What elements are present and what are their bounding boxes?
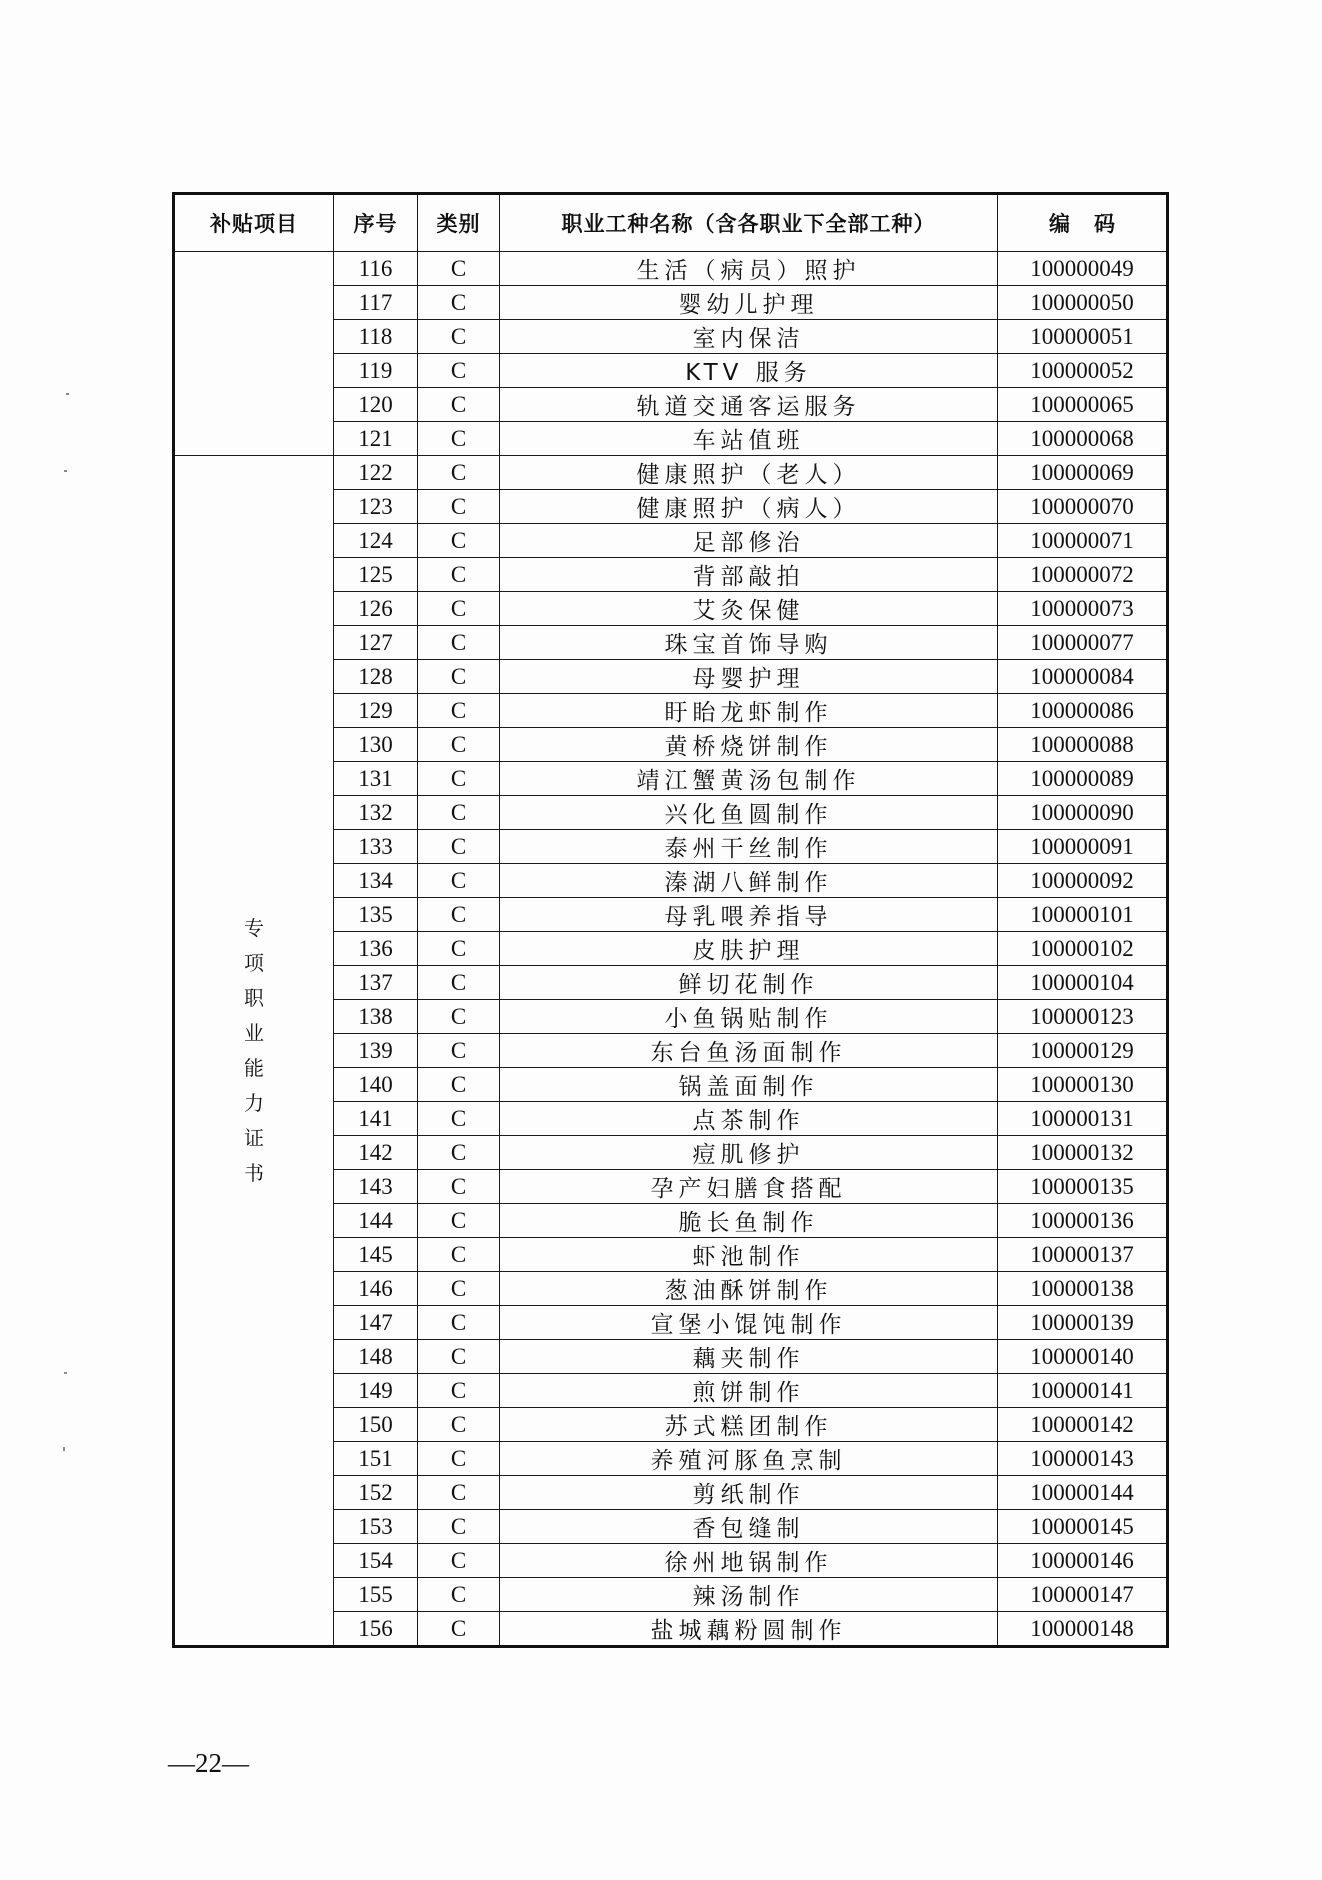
seq-cell: 148	[334, 1340, 418, 1374]
occupation-name-cell: 溱湖八鲜制作	[500, 864, 998, 898]
occupation-name-cell: 背部敲拍	[500, 558, 998, 592]
code-cell: 100000091	[998, 830, 1168, 864]
seq-cell: 119	[334, 354, 418, 388]
occupation-name-cell: 苏式糕团制作	[500, 1408, 998, 1442]
category-cell: C	[418, 1374, 500, 1408]
seq-cell: 155	[334, 1578, 418, 1612]
category-cell: C	[418, 388, 500, 422]
code-cell: 100000102	[998, 932, 1168, 966]
seq-cell: 146	[334, 1272, 418, 1306]
category-cell: C	[418, 1102, 500, 1136]
table-body	[174, 252, 1168, 1647]
seq-cell: 143	[334, 1170, 418, 1204]
category-cell: C	[418, 864, 500, 898]
category-cell: C	[418, 524, 500, 558]
occupation-name-cell: 皮肤护理	[500, 932, 998, 966]
occupation-name-cell: 徐州地锅制作	[500, 1544, 998, 1578]
seq-cell: 133	[334, 830, 418, 864]
seq-cell: 137	[334, 966, 418, 1000]
seq-cell: 124	[334, 524, 418, 558]
occupation-name-cell: 盱眙龙虾制作	[500, 694, 998, 728]
code-cell: 100000068	[998, 422, 1168, 456]
occupation-name-cell: 黄桥烧饼制作	[500, 728, 998, 762]
code-cell: 100000123	[998, 1000, 1168, 1034]
occupation-name-cell: 虾池制作	[500, 1238, 998, 1272]
occupation-name-cell: 煎饼制作	[500, 1374, 998, 1408]
seq-cell: 153	[334, 1510, 418, 1544]
code-cell: 100000069	[998, 456, 1168, 490]
occupation-name-cell: 香包缝制	[500, 1510, 998, 1544]
seq-cell: 156	[334, 1612, 418, 1647]
code-cell: 100000147	[998, 1578, 1168, 1612]
seq-cell: 128	[334, 660, 418, 694]
seq-cell: 127	[334, 626, 418, 660]
category-cell: C	[418, 1340, 500, 1374]
code-cell: 100000139	[998, 1306, 1168, 1340]
code-cell: 100000104	[998, 966, 1168, 1000]
category-cell: C	[418, 490, 500, 524]
category-cell: C	[418, 966, 500, 1000]
category-cell: C	[418, 1408, 500, 1442]
code-cell: 100000145	[998, 1510, 1168, 1544]
occupation-name-cell: 生活（病员）照护	[500, 252, 998, 286]
seq-cell: 118	[334, 320, 418, 354]
category-cell: C	[418, 626, 500, 660]
seq-cell: 136	[334, 932, 418, 966]
seq-cell: 145	[334, 1238, 418, 1272]
category-cell: C	[418, 694, 500, 728]
table-row	[174, 252, 1168, 286]
seq-cell: 147	[334, 1306, 418, 1340]
seq-cell: 140	[334, 1068, 418, 1102]
code-cell: 100000101	[998, 898, 1168, 932]
occupation-name-cell: 东台鱼汤面制作	[500, 1034, 998, 1068]
seq-cell: 129	[334, 694, 418, 728]
code-cell: 100000146	[998, 1544, 1168, 1578]
header-seq: 序号	[334, 194, 418, 252]
occupation-name-cell: 轨道交通客运服务	[500, 388, 998, 422]
category-cell: C	[418, 898, 500, 932]
category-cell: C	[418, 320, 500, 354]
occupation-name-cell: 点茶制作	[500, 1102, 998, 1136]
category-cell: C	[418, 354, 500, 388]
category-cell: C	[418, 286, 500, 320]
category-cell: C	[418, 558, 500, 592]
code-cell: 100000130	[998, 1068, 1168, 1102]
header-subsidy-item: 补贴项目	[174, 194, 334, 252]
occupation-name-cell: 辣汤制作	[500, 1578, 998, 1612]
seq-cell: 131	[334, 762, 418, 796]
category-cell: C	[418, 1544, 500, 1578]
code-cell: 100000092	[998, 864, 1168, 898]
seq-cell: 117	[334, 286, 418, 320]
category-cell: C	[418, 1476, 500, 1510]
code-cell: 100000088	[998, 728, 1168, 762]
category-cell: C	[418, 1000, 500, 1034]
occupation-name-cell: 宣堡小馄饨制作	[500, 1306, 998, 1340]
code-cell: 100000131	[998, 1102, 1168, 1136]
seq-cell: 132	[334, 796, 418, 830]
occupation-name-cell: 健康照护（病人）	[500, 490, 998, 524]
category-cell: C	[418, 1578, 500, 1612]
seq-cell: 154	[334, 1544, 418, 1578]
scan-artifact	[64, 1372, 67, 1374]
code-cell: 100000141	[998, 1374, 1168, 1408]
seq-cell: 151	[334, 1442, 418, 1476]
occupation-name-cell: 车站值班	[500, 422, 998, 456]
group-cell-continued	[174, 252, 334, 456]
scan-artifact	[64, 470, 67, 472]
category-cell: C	[418, 1034, 500, 1068]
header-code: 编码	[998, 194, 1168, 252]
category-cell: C	[418, 1510, 500, 1544]
occupation-name-cell: 藕夹制作	[500, 1340, 998, 1374]
seq-cell: 122	[334, 456, 418, 490]
occupation-name-cell: KTV 服务	[500, 354, 998, 388]
scan-artifact	[63, 1447, 65, 1451]
group-cell-special-certificate	[174, 456, 334, 1647]
category-cell: C	[418, 728, 500, 762]
category-cell: C	[418, 1272, 500, 1306]
code-cell: 100000143	[998, 1442, 1168, 1476]
occupation-name-cell: 泰州干丝制作	[500, 830, 998, 864]
code-cell: 100000132	[998, 1136, 1168, 1170]
occupation-name-cell: 兴化鱼圆制作	[500, 796, 998, 830]
code-cell: 100000129	[998, 1034, 1168, 1068]
code-cell: 100000071	[998, 524, 1168, 558]
code-cell: 100000050	[998, 286, 1168, 320]
occupation-name-cell: 小鱼锅贴制作	[500, 1000, 998, 1034]
code-cell: 100000073	[998, 592, 1168, 626]
code-cell: 100000089	[998, 762, 1168, 796]
occupation-name-cell: 足部修治	[500, 524, 998, 558]
seq-cell: 138	[334, 1000, 418, 1034]
category-cell: C	[418, 1068, 500, 1102]
code-cell: 100000090	[998, 796, 1168, 830]
occupation-name-cell: 孕产妇膳食搭配	[500, 1170, 998, 1204]
seq-cell: 126	[334, 592, 418, 626]
category-cell: C	[418, 830, 500, 864]
header-occupation-name: 职业工种名称（含各职业下全部工种）	[500, 194, 998, 252]
category-cell: C	[418, 762, 500, 796]
code-cell: 100000137	[998, 1238, 1168, 1272]
table-row	[174, 456, 1168, 490]
seq-cell: 142	[334, 1136, 418, 1170]
seq-cell: 152	[334, 1476, 418, 1510]
seq-cell: 130	[334, 728, 418, 762]
code-cell: 100000140	[998, 1340, 1168, 1374]
occupation-name-cell: 剪纸制作	[500, 1476, 998, 1510]
occupation-name-cell: 养殖河豚鱼烹制	[500, 1442, 998, 1476]
page-number: —22—	[168, 1748, 249, 1778]
seq-cell: 139	[334, 1034, 418, 1068]
code-cell: 100000136	[998, 1204, 1168, 1238]
table-header-row	[174, 194, 1168, 252]
seq-cell: 116	[334, 252, 418, 286]
code-cell: 100000135	[998, 1170, 1168, 1204]
category-cell: C	[418, 456, 500, 490]
code-cell: 100000072	[998, 558, 1168, 592]
occupation-name-cell: 母乳喂养指导	[500, 898, 998, 932]
occupation-name-cell: 室内保洁	[500, 320, 998, 354]
seq-cell: 150	[334, 1408, 418, 1442]
category-cell: C	[418, 252, 500, 286]
seq-cell: 121	[334, 422, 418, 456]
header-category: 类别	[418, 194, 500, 252]
code-cell: 100000065	[998, 388, 1168, 422]
occupation-name-cell: 葱油酥饼制作	[500, 1272, 998, 1306]
code-cell: 100000086	[998, 694, 1168, 728]
occupation-name-cell: 母婴护理	[500, 660, 998, 694]
category-cell: C	[418, 1612, 500, 1647]
occupation-name-cell: 盐城藕粉圆制作	[500, 1612, 998, 1647]
occupation-name-cell: 鲜切花制作	[500, 966, 998, 1000]
seq-cell: 144	[334, 1204, 418, 1238]
code-cell: 100000051	[998, 320, 1168, 354]
seq-cell: 149	[334, 1374, 418, 1408]
category-cell: C	[418, 1170, 500, 1204]
category-cell: C	[418, 796, 500, 830]
category-cell: C	[418, 1442, 500, 1476]
category-cell: C	[418, 1238, 500, 1272]
occupation-name-cell: 靖江蟹黄汤包制作	[500, 762, 998, 796]
seq-cell: 125	[334, 558, 418, 592]
code-cell: 100000084	[998, 660, 1168, 694]
code-cell: 100000138	[998, 1272, 1168, 1306]
group-label: 专项职业能力证书	[244, 915, 264, 1185]
code-cell: 100000070	[998, 490, 1168, 524]
code-cell: 100000049	[998, 252, 1168, 286]
seq-cell: 123	[334, 490, 418, 524]
occupation-name-cell: 痘肌修护	[500, 1136, 998, 1170]
code-cell: 100000144	[998, 1476, 1168, 1510]
code-cell: 100000052	[998, 354, 1168, 388]
occupation-name-cell: 锅盖面制作	[500, 1068, 998, 1102]
category-cell: C	[418, 422, 500, 456]
seq-cell: 120	[334, 388, 418, 422]
code-cell: 100000077	[998, 626, 1168, 660]
category-cell: C	[418, 1204, 500, 1238]
occupation-table	[172, 192, 1169, 1648]
code-cell: 100000148	[998, 1612, 1168, 1647]
scan-artifact	[66, 393, 69, 395]
category-cell: C	[418, 1306, 500, 1340]
occupation-name-cell: 婴幼儿护理	[500, 286, 998, 320]
seq-cell: 135	[334, 898, 418, 932]
category-cell: C	[418, 592, 500, 626]
category-cell: C	[418, 660, 500, 694]
occupation-name-cell: 脆长鱼制作	[500, 1204, 998, 1238]
code-cell: 100000142	[998, 1408, 1168, 1442]
seq-cell: 134	[334, 864, 418, 898]
category-cell: C	[418, 1136, 500, 1170]
category-cell: C	[418, 932, 500, 966]
occupation-name-cell: 艾灸保健	[500, 592, 998, 626]
occupation-name-cell: 健康照护（老人）	[500, 456, 998, 490]
seq-cell: 141	[334, 1102, 418, 1136]
occupation-name-cell: 珠宝首饰导购	[500, 626, 998, 660]
